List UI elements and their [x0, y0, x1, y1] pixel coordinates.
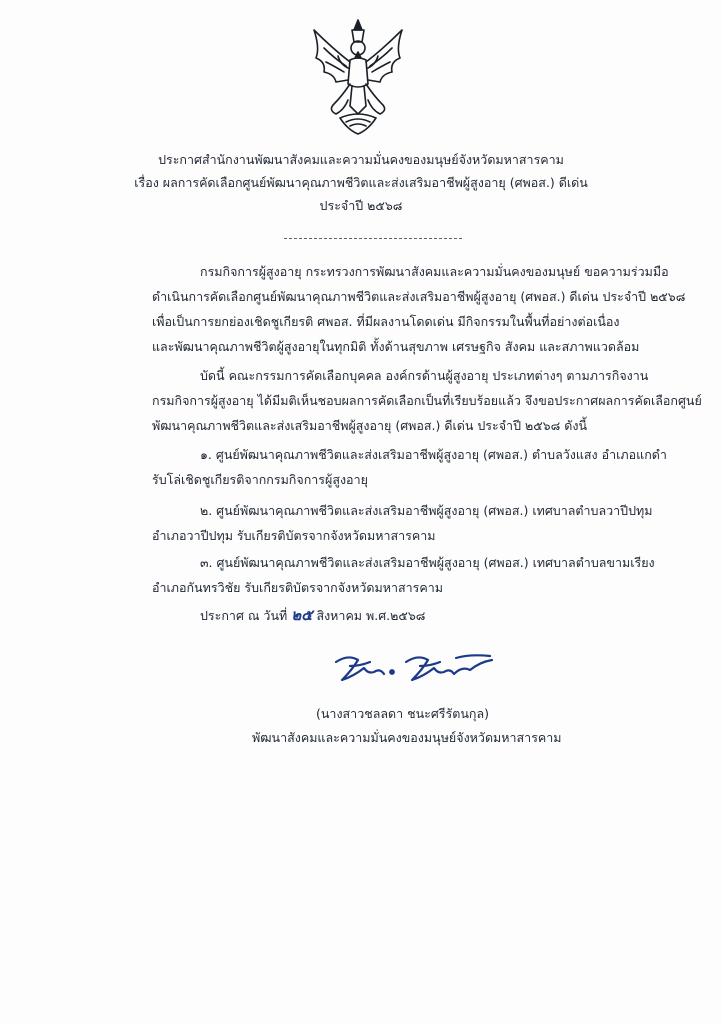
- list-item-2-line-2: อำเภอวาปีปทุม รับเกียรติบัตรจากจังหวัดมหาสารคาม: [152, 528, 436, 543]
- signatory-name: (นางสาวชลลดา ชนะศรีรัตนกุล): [316, 706, 489, 721]
- announcement-year: ประจำปี ๒๕๖๘: [319, 198, 403, 213]
- handwritten-signature: [330, 650, 498, 690]
- paragraph-1-line-1: กรมกิจการผู้สูงอายุ กระทรวงการพัฒนาสังคมและความมั่นคงของมนุษย์ ขอความร่วมมือ: [200, 264, 669, 279]
- signatory-position: พัฒนาสังคมและความมั่นคงของมนุษย์จังหวัดมหาสารคาม: [252, 730, 562, 745]
- list-item-1-line-2: รับโล่เชิดชูเกียรติจากกรมกิจการผู้สูงอายุ: [152, 472, 368, 487]
- paragraph-1-line-2: ดำเนินการคัดเลือกศูนย์พัฒนาคุณภาพชีวิตและส่งเสริมอาชีพผู้สูงอายุ (ศพอส.) ดีเด่น ประจำปี ๒๕๖๘: [152, 289, 686, 304]
- header-divider: [284, 238, 462, 239]
- paragraph-2-line-3: พัฒนาคุณภาพชีวิตและส่งเสริมอาชีพผู้สูงอายุ (ศพอส.) ดีเด่น ประจำปี ๒๕๖๘ ดังนี้: [152, 418, 587, 433]
- garuda-emblem: [306, 18, 410, 136]
- announcement-title: ประกาศสำนักงานพัฒนาสังคมและความมั่นคงของมนุษย์จังหวัดมหาสารคาม: [158, 152, 564, 167]
- announce-suffix: สิงหาคม พ.ศ.๒๕๖๘: [316, 608, 426, 623]
- list-item-3-line-1: ๓. ศูนย์พัฒนาคุณภาพชีวิตและส่งเสริมอาชีพผู้สูงอายุ (ศพอส.) เทศบาลตำบลขามเรียง: [200, 555, 655, 570]
- paragraph-1-line-3: เพื่อเป็นการยกย่องเชิดชูเกียรติ ศพอส. ที่มีผลงานโดดเด่น มีกิจกรรมในพื้นที่อย่างต่อเนื่อง: [152, 314, 620, 329]
- announcement-date: [200, 607, 425, 624]
- announcement-subject: เรื่อง ผลการคัดเลือกศูนย์พัฒนาคุณภาพชีวิตและส่งเสริมอาชีพผู้สูงอายุ (ศพอส.) ดีเด่น: [134, 175, 588, 190]
- list-item-1-line-1: ๑. ศูนย์พัฒนาคุณภาพชีวิตและส่งเสริมอาชีพผู้สูงอายุ (ศพอส.) ตำบลวังแสง อำเภอแกดำ: [200, 447, 667, 462]
- announce-prefix: ประกาศ ณ วันที่: [200, 608, 288, 623]
- list-item-2-line-1: ๒. ศูนย์พัฒนาคุณภาพชีวิตและส่งเสริมอาชีพผู้สูงอายุ (ศพอส.) เทศบาลตำบลวาปีปทุม: [200, 503, 653, 518]
- list-item-3-line-2: อำเภอกันทรวิชัย รับเกียรติบัตรจากจังหวัดมหาสารคาม: [152, 580, 444, 595]
- paragraph-1-line-4: และพัฒนาคุณภาพชีวิตผู้สูงอายุในทุกมิติ ทั้งด้านสุขภาพ เศรษฐกิจ สังคม และสภาพแวดล้อม: [152, 339, 640, 354]
- paragraph-2-line-2: กรมกิจการผู้สูงอายุ ได้มีมติเห็นชอบผลการคัดเลือกเป็นที่เรียบร้อยแล้ว จึงขอประกาศผลการคัดเลือกศูนย์: [152, 393, 702, 408]
- paragraph-2-line-1: บัดนี้ คณะกรรมการคัดเลือกบุคคล องค์กรด้านผู้สูงอายุ ประเภทต่างๆ ตามภารกิจงาน: [200, 368, 649, 383]
- handwritten-day: ๒๕: [291, 606, 313, 624]
